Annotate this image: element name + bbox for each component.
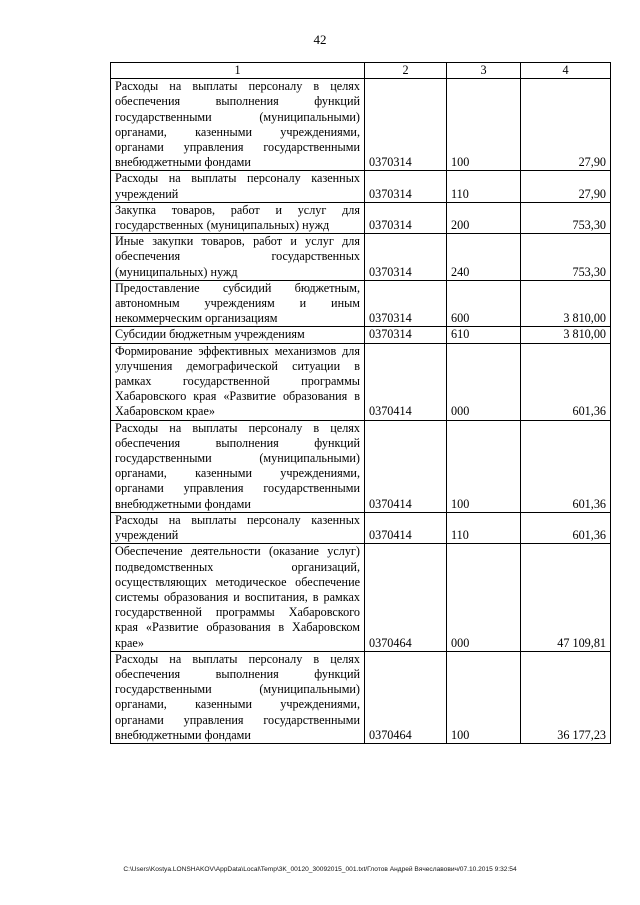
column-header-4: 4 [521, 63, 611, 79]
row-sum-cell: 601,36 [521, 343, 611, 420]
row-type-cell: 610 [447, 327, 521, 343]
row-name-cell: Расходы на выплаты персоналу в целях обеспечения выполнения функций государственными (муниципальными) органами, казенными учреждениями, органами управления государственными внебюджетными фондами [111, 79, 365, 171]
row-name-cell: Иные закупки товаров, работ и услуг для обеспечения государственных (муниципальных) нужд [111, 234, 365, 281]
row-code-cell: 0370314 [365, 280, 447, 327]
row-type-cell: 100 [447, 420, 521, 512]
row-name-cell: Обеспечение деятельности (оказание услуг) подведомственных организаций, осуществляющих методическое обеспечение системы образования и воспитания, в рамках государственной программы Хабаровского края «Развитие образования в Хабаровском крае» [111, 544, 365, 651]
row-type-cell: 000 [447, 343, 521, 420]
row-code-cell: 0370314 [365, 327, 447, 343]
table-row [111, 544, 611, 651]
row-sum-cell: 3 810,00 [521, 327, 611, 343]
row-code-cell: 0370414 [365, 512, 447, 543]
table-row [111, 202, 611, 233]
column-header-2: 2 [365, 63, 447, 79]
row-sum-cell: 753,30 [521, 202, 611, 233]
row-type-cell: 000 [447, 544, 521, 651]
table-row [111, 343, 611, 420]
column-header-3: 3 [447, 63, 521, 79]
row-code-cell: 0370464 [365, 651, 447, 743]
row-code-cell: 0370314 [365, 79, 447, 171]
row-name-cell: Формирование эффективных механизмов для улучшения демографической ситуации в рамках государственной программы Хабаровского края «Развитие образования в Хабаровском крае» [111, 343, 365, 420]
table-header-row [111, 63, 611, 79]
row-type-cell: 200 [447, 202, 521, 233]
row-name-cell: Расходы на выплаты персоналу казенных учреждений [111, 512, 365, 543]
table-row [111, 651, 611, 743]
row-name-cell: Закупка товаров, работ и услуг для государственных (муниципальных) нужд [111, 202, 365, 233]
page-number: 42 [313, 32, 327, 47]
row-type-cell: 100 [447, 651, 521, 743]
row-name-cell: Расходы на выплаты персоналу в целях обеспечения выполнения функций государственными (муниципальными) органами, казенными учреждениями, органами управления государственными внебюджетными фондами [111, 420, 365, 512]
row-name-cell: Расходы на выплаты персоналу в целях обеспечения выполнения функций государственными (муниципальными) органами, казенными учреждениями, органами управления государственными внебюджетными фондами [111, 651, 365, 743]
row-sum-cell: 601,36 [521, 512, 611, 543]
row-code-cell: 0370314 [365, 171, 447, 202]
table-row [111, 327, 611, 343]
row-code-cell: 0370314 [365, 234, 447, 281]
row-sum-cell: 753,30 [521, 234, 611, 281]
row-type-cell: 240 [447, 234, 521, 281]
row-type-cell: 110 [447, 512, 521, 543]
row-type-cell: 110 [447, 171, 521, 202]
row-name-cell: Предоставление субсидий бюджетным, автономным учреждениям и иным некоммерческим организациям [111, 280, 365, 327]
table-row [111, 171, 611, 202]
budget-table [110, 62, 611, 744]
table-row [111, 512, 611, 543]
row-sum-cell: 601,36 [521, 420, 611, 512]
row-sum-cell: 36 177,23 [521, 651, 611, 743]
row-name-cell: Субсидии бюджетным учреждениям [111, 327, 365, 343]
row-code-cell: 0370464 [365, 544, 447, 651]
row-sum-cell: 27,90 [521, 171, 611, 202]
row-sum-cell: 3 810,00 [521, 280, 611, 327]
table-row [111, 280, 611, 327]
row-type-cell: 600 [447, 280, 521, 327]
row-code-cell: 0370414 [365, 343, 447, 420]
row-sum-cell: 47 109,81 [521, 544, 611, 651]
table-row [111, 234, 611, 281]
row-code-cell: 0370314 [365, 202, 447, 233]
row-code-cell: 0370414 [365, 420, 447, 512]
column-header-1: 1 [111, 63, 365, 79]
footer-file-path: C:\Users\Kostya.LONSHAKOV\AppData\Local\Temp\3K_00120_30092015_001.txt/Глотов Андрей Вячеславович/07.10.2015 9:32:54 [123, 866, 517, 873]
table-row [111, 420, 611, 512]
table-row [111, 79, 611, 171]
row-sum-cell: 27,90 [521, 79, 611, 171]
row-type-cell: 100 [447, 79, 521, 171]
row-name-cell: Расходы на выплаты персоналу казенных учреждений [111, 171, 365, 202]
